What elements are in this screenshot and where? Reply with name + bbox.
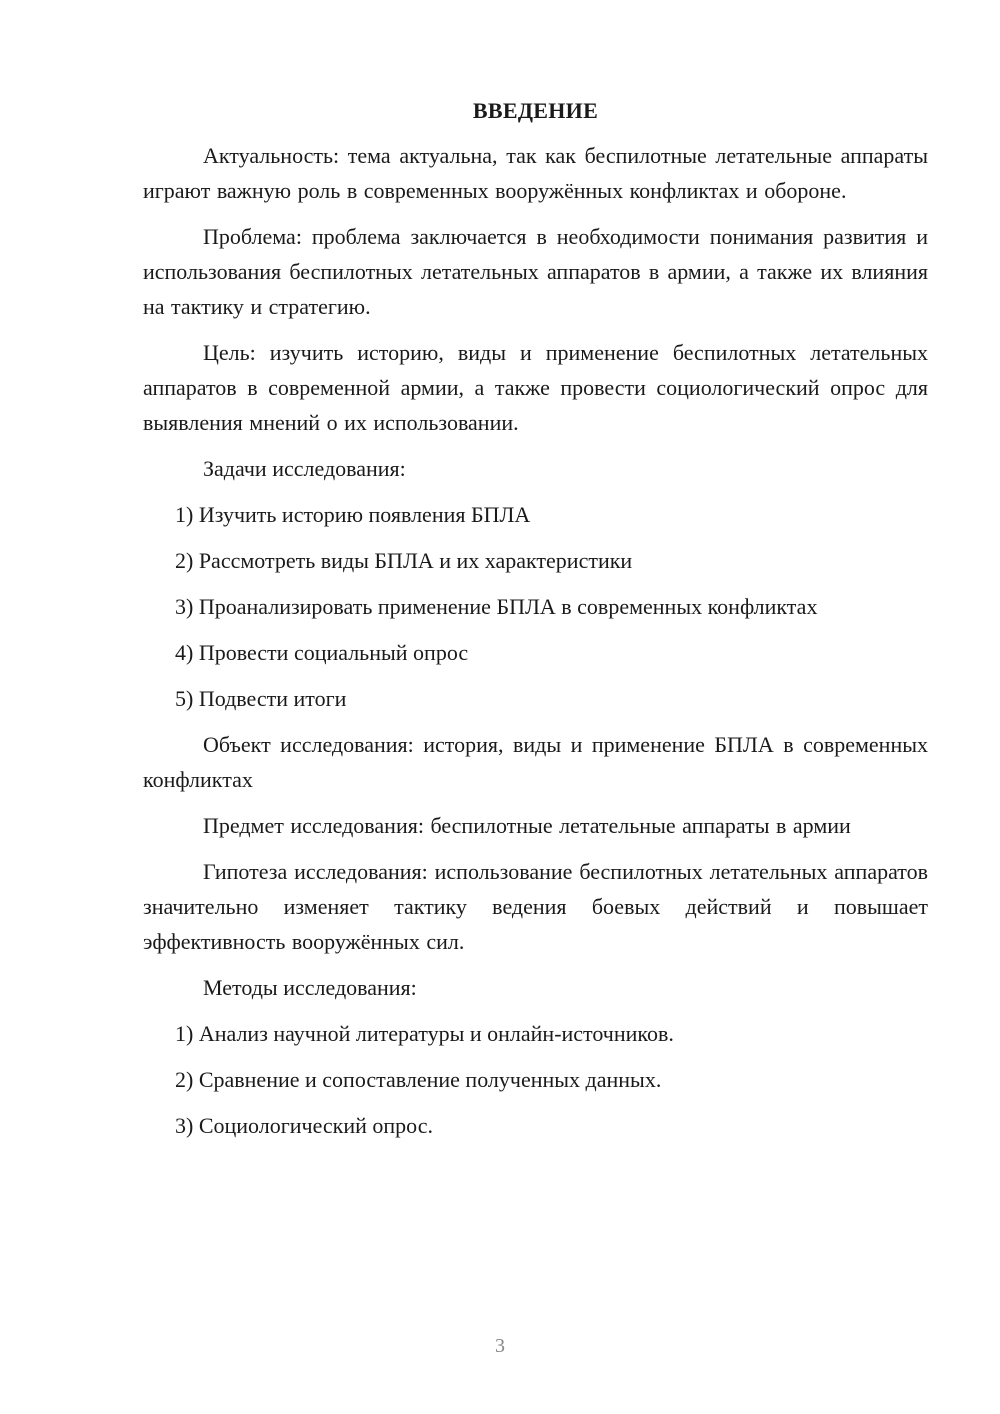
methods-heading: Методы исследования: [203, 975, 417, 1000]
tasks-heading: Задачи исследования: [203, 456, 406, 481]
task-item-5: 5) Подвести итоги [175, 686, 347, 711]
hypothesis-paragraph: Гипотеза исследования: использование беспилотных летательных аппаратов значительно изменяет тактику ведения боевых действий и повышает эффективность вооружённых сил. [143, 859, 928, 954]
tasks-list [143, 497, 928, 716]
methods-list [143, 1016, 928, 1143]
method-item-3: 3) Социологический опрос. [175, 1113, 433, 1138]
task-item-2: 2) Рассмотреть виды БПЛА и их характеристики [175, 548, 633, 573]
object-paragraph: Объект исследования: история, виды и применение БПЛА в современных конфликтах [143, 732, 928, 792]
page-content [143, 96, 928, 1143]
task-item-1: 1) Изучить историю появления БПЛА [175, 502, 531, 527]
method-item-1: 1) Анализ научной литературы и онлайн-источников. [175, 1021, 674, 1046]
section-title: ВВЕДЕНИЕ [472, 98, 599, 123]
method-item-2: 2) Сравнение и сопоставление полученных данных. [175, 1067, 662, 1092]
page-number: 3 [495, 1335, 505, 1357]
subject-paragraph: Предмет исследования: беспилотные летательные аппараты в армии [203, 813, 851, 838]
task-item-4: 4) Провести социальный опрос [175, 640, 469, 665]
goal-paragraph: Цель: изучить историю, виды и применение беспилотных летательных аппаратов в современной армии, а также провести социологический опрос для выявления мнений о их использовании. [143, 340, 928, 435]
task-item-3: 3) Проанализировать применение БПЛА в современных конфликтах [175, 594, 818, 619]
actuality-paragraph: Актуальность: тема актуальна, так как беспилотные летательные аппараты играют важную роль в современных вооружённых конфликтах и обороне. [143, 143, 928, 203]
problem-paragraph: Проблема: проблема заключается в необходимости понимания развития и использования беспилотных летательных аппаратов в армии, а также их влияния на тактику и стратегию. [143, 224, 928, 319]
